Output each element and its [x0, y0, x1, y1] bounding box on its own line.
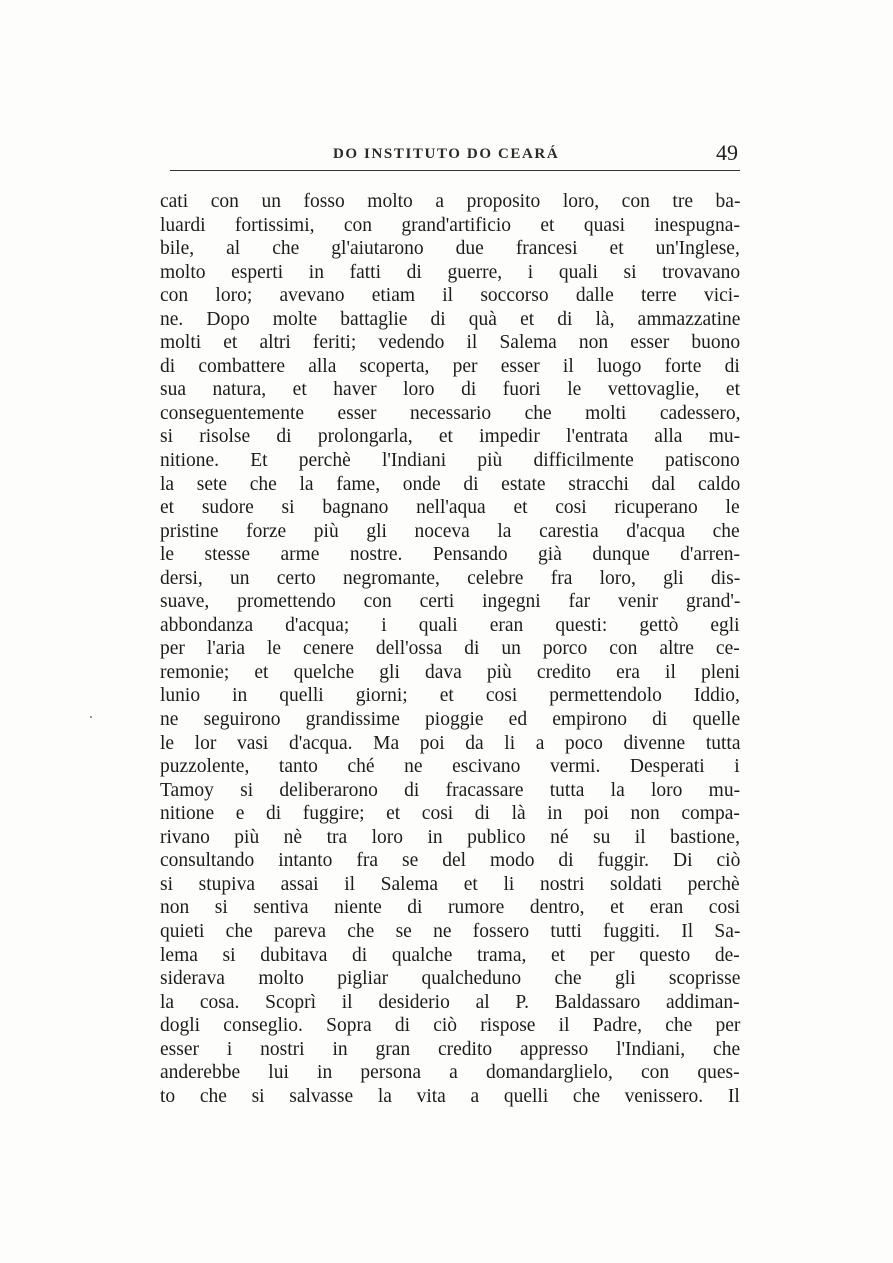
text-line: la sete che la fame, onde di estate stracchi dal caldo: [160, 473, 741, 495]
text-line: le stesse arme nostre. Pensando già dunque d'arren-: [160, 544, 740, 566]
text-line: et sudore si bagnano nell'aqua et cosi ricuperano le: [160, 497, 740, 519]
text-line: bile, al che gl'aiutarono due francesi et un'Inglese,: [160, 238, 740, 260]
text-line: ne. Dopo molte battaglie di quà et di là, ammazzatine: [160, 308, 741, 330]
running-head: DO INSTITUTO DO CEARÁ: [333, 146, 560, 162]
text-line: dogli conseglio. Sopra di ciò rispose il Padre, che per: [160, 1015, 741, 1037]
text-line: molto esperti in fatti di guerre, i quali si trovavano: [160, 261, 741, 283]
text-line: si stupiva assai il Salema et li nostri soldati perchè: [160, 873, 740, 895]
text-line: per l'aria le cenere dell'ossa di un porco con altre ce-: [160, 638, 740, 660]
text-line: ne seguirono grandissime pioggie ed empirono di quelle: [160, 709, 741, 731]
text-line: luardi fortissimi, con grand'artificio et quasi inespugna-: [160, 214, 740, 236]
text-line: cati con un fosso molto a proposito loro, con tre ba-: [160, 191, 741, 212]
text-line: suave, promettendo con certi ingegni far venir grand'-: [160, 591, 741, 613]
text-line: sua natura, et haver loro di fuori le vettovaglie, et: [160, 379, 740, 401]
text-line: quieti che pareva che se ne fossero tutti fuggiti. Il Sa-: [160, 920, 741, 942]
text-line: to che si salvasse la vita a quelli che venissero. Il: [160, 1085, 740, 1107]
text-line: nitione e di fuggire; et cosi di là in poi non compa-: [160, 803, 740, 825]
text-line: anderebbe lui in persona a domandarglielo, con ques-: [160, 1062, 740, 1084]
text-line: esser i nostri in gran credito appresso l'Indiani, che: [160, 1038, 741, 1060]
text-line: non si sentiva niente di rumore dentro, et eran cosi: [160, 897, 741, 919]
margin-speck: [90, 716, 92, 718]
text-line: remonie; et quelche gli dava più credito era il pleni: [160, 661, 740, 683]
text-line: le lor vasi d'acqua. Ma poi da li a poco divenne tutta: [160, 732, 741, 754]
text-line: con loro; avevano etiam il soccorso dalle terre vici-: [160, 285, 740, 307]
text-line: puzzolente, tanto ché ne escivano vermi. Desperati i: [160, 756, 740, 778]
text-line: conseguentemente esser necessario che molti cadessero,: [160, 402, 741, 424]
page-number: 49: [716, 140, 738, 165]
text-line: di combattere alla scoperta, per esser il luogo forte di: [160, 355, 740, 377]
text-line: abbondanza d'acqua; i quali eran questi: gettò egli: [160, 614, 740, 636]
text-line: siderava molto pigliar qualcheduno che gli scoprisse: [160, 968, 741, 990]
text-line: rivano più nè tra loro in publico né su il bastione,: [160, 826, 740, 848]
header-rule: [170, 170, 740, 171]
text-line: nitione. Et perchè l'Indiani più difficilmente patiscono: [160, 450, 740, 472]
text-line: pristine forze più gli noceva la carestia d'acqua che: [160, 520, 740, 542]
text-line: si risolse di prolongarla, et impedir l'entrata alla mu-: [160, 426, 741, 448]
body-text: [160, 190, 740, 1108]
text-line: molti et altri feriti; vedendo il Salema non esser buono: [160, 332, 741, 354]
text-line: dersi, un certo negromante, celebre fra loro, gli dis-: [160, 567, 741, 589]
text-line: Tamoy si deliberarono di fracassare tutta la loro mu-: [160, 779, 741, 801]
text-line: la cosa. Scoprì il desiderio al P. Baldassaro addiman-: [160, 991, 740, 1013]
text-line: lema si dubitava di qualche trama, et per questo de-: [160, 944, 740, 966]
page-header: [170, 140, 740, 168]
text-line: lunio in quelli giorni; et cosi permettendolo Iddio,: [160, 685, 740, 707]
text-line: consultando intanto fra se del modo di fuggir. Di ciò: [160, 850, 741, 872]
